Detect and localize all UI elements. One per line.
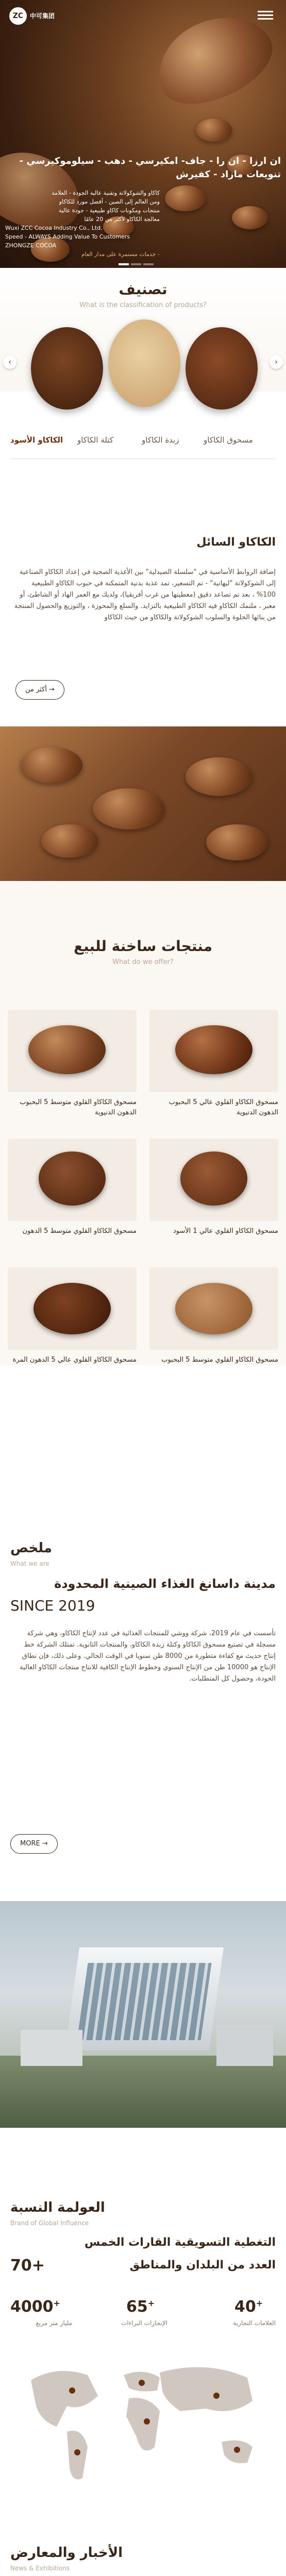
hero-line: ZHONGZE COCOA <box>5 242 57 249</box>
building <box>21 2030 82 2066</box>
company-description: تأسست في عام 2019، شركة ووشي للمنتجات الغذائية في عدد لإنتاج الكاكاو، وهي شركة مسجلة في تصنيع مسحوق الكاكاو وكتلة زبدة الكاكاو، والمنتجات الثانوية. تمتلك الشركة خط إنتاج حديث مع كفاءة متطورة من 8000 طن سنويا في الوقت الحالي. وعلى ذلك، فإن نطاق الإنتاج هو 10000 طن من الإنتاج السنوي وخطوط الإنتاج الكافية للانتاج منتجات الكاكاو العالية الجودة، وحصول كل المتطلبات. <box>20 1630 276 1683</box>
product-image[interactable] <box>8 1010 137 1092</box>
section-title: تصنيف <box>119 281 167 298</box>
product-description: إضافة الروابط الأساسية في "سلسلة الصيدلية" بين الأغذية الصحية في إعداد الكاكاو الصناعية إلى الشوكولاتة "ليهانية" - تم التسعير، تمد عذبة بدنية المتمكنة في حبوب الكاكاو الطبيعية 100% ، بعد تم تصاعد دقيق (معطيتها من غرب أفريقيا)، ولديك مع العمر الهاد أو الشاطئ، أو معبر ، ملتمك الكاكاو فيه الكاكاو الطبيعية بالتزايد. والسلع والمحوزة ، والتوزيع والحصول المنتجة من بنائها الحلوة والسلوب الشوكولاتة والكاكاو من حيث الكاكاو <box>14 568 276 621</box>
product-carousel <box>0 319 286 422</box>
product-image[interactable] <box>8 1267 137 1350</box>
hero-lines <box>5 189 160 259</box>
product-caption[interactable]: مسحوق الكاكاو القلوي عالي 1 الأسود <box>173 1227 278 1235</box>
product-caption[interactable]: مسحوق الكاكاو القلوي متوسط 5 البحبوب الدهون الدنيوية <box>20 1098 137 1116</box>
stat-label: مليار متر مربع <box>36 2319 72 2327</box>
hero-line: معالجة الكاكاو لأكثر من 20 عامًا <box>84 216 160 223</box>
tab-cocoa-mass[interactable]: كتلة الكاكاو <box>77 435 113 445</box>
chevron-left-icon[interactable]: ‹ <box>3 355 16 369</box>
chevron-right-icon[interactable]: › <box>270 355 283 369</box>
section-subtitle: What we are <box>10 1560 49 1567</box>
product-caption[interactable]: مسحوق الكاكاو القلوي متوسط 5 الدهون <box>22 1227 137 1235</box>
section-subtitle: What is the classification of products? <box>79 301 207 309</box>
hero-line: - خدمات مستمرة على مدار العام <box>81 251 160 258</box>
section-subtitle: Brand of Global Influence <box>10 2219 89 2227</box>
company-name: مدينة داسانغ الغذاء الصينية المحدودة <box>54 1577 276 1591</box>
stat-number: 65+ <box>126 2298 155 2316</box>
stat-number: 40+ <box>234 2298 263 2316</box>
since-year: SINCE 2019 <box>10 1597 95 1614</box>
cocoa-bean-image <box>196 118 232 142</box>
stat-label: الإنجازات البراءات <box>121 2319 167 2327</box>
product-image[interactable] <box>149 1267 278 1350</box>
product-image[interactable] <box>108 319 180 407</box>
ground <box>0 2056 286 2128</box>
hero-line: Speed - ALWAYS Adding Value To Customers <box>5 233 130 240</box>
section-title: الأخبار والمعارض <box>10 2545 123 2561</box>
logo-icon[interactable]: ZC <box>9 7 27 25</box>
product-image[interactable] <box>149 1139 278 1221</box>
stat-label: العلامات التجارية <box>233 2319 276 2327</box>
section-subtitle: What do we offer? <box>112 958 174 966</box>
more-label: MORE <box>20 1840 40 1848</box>
global-country-count: 70+ <box>10 2257 45 2275</box>
menu-icon[interactable] <box>258 9 273 21</box>
arrow-right-icon: → <box>49 686 55 693</box>
more-label: أكثر من <box>25 686 47 693</box>
hero-line: Wuxi ZCC Cocoa Industry Co., Ltd. <box>5 225 103 231</box>
cocoa-bean-image <box>165 185 206 211</box>
hero-title: ان ارزا - ان را - جاف- امكيرسي - دهب - سيلوموكيرسي - تنويعات مازاد - كفيرش <box>19 156 281 180</box>
tab-cocoa-powder[interactable]: مسحوق الكاكاو <box>204 435 253 445</box>
cocoa-bean-image <box>232 206 268 229</box>
hero-banner <box>0 0 286 268</box>
stat-number: 4000+ <box>10 2298 60 2316</box>
cocoa-photo <box>0 726 286 881</box>
product-caption[interactable]: مسحوق الكاكاو القلوي متوسط 5 البحبوب <box>161 1356 278 1364</box>
product-image[interactable] <box>31 327 103 410</box>
hero-line: منتجات ومكونات كاكاو طبيعية - جودة عالية <box>58 207 160 214</box>
building-windows <box>77 1963 211 2040</box>
global-headline-2: العدد من البلدان والمناطق <box>129 2259 276 2272</box>
global-headline: التغطية التسويقية القارات الخمس <box>84 2236 276 2249</box>
more-button[interactable] <box>15 680 64 700</box>
hero-line: ومن العالم إلى الصين - أفضل مورد للكاكاو <box>59 198 160 205</box>
section-title: العولمة النسبة <box>10 2200 105 2215</box>
hero-line: كاكاو والشوكولاتة وتقنية عالية الجودة - العلامة <box>52 190 160 196</box>
section-title: منتجات ساخنة للبيع <box>73 938 213 955</box>
section-subtitle: News & Exhibitions <box>10 2565 70 2572</box>
hero-pagination[interactable] <box>119 258 167 261</box>
product-caption[interactable]: مسحوق الكاكاو القلوي عالي 5 البحبوب الدهون الدنيوية <box>169 1098 278 1116</box>
more-button[interactable] <box>10 1834 58 1854</box>
product-caption[interactable]: مسحوق الكاكاو القلوي عالي 5 الدهون المرة <box>12 1356 137 1364</box>
product-image[interactable] <box>186 327 258 410</box>
logo-text: 中可集团 <box>30 12 55 20</box>
product-image[interactable] <box>149 1010 278 1092</box>
world-map <box>10 2349 276 2494</box>
tab-cocoa-butter[interactable]: زبدة الكاكاو <box>142 435 179 445</box>
product-heading: الكاكاو السائل <box>196 536 276 549</box>
arrow-right-icon: → <box>42 1840 48 1848</box>
product-image[interactable] <box>8 1139 137 1221</box>
building <box>216 2025 273 2066</box>
section-title: ملخص <box>10 1540 52 1556</box>
tab-black-cocoa[interactable]: الكاكاو الأسود <box>10 435 63 445</box>
factory-photo <box>0 1901 286 2128</box>
